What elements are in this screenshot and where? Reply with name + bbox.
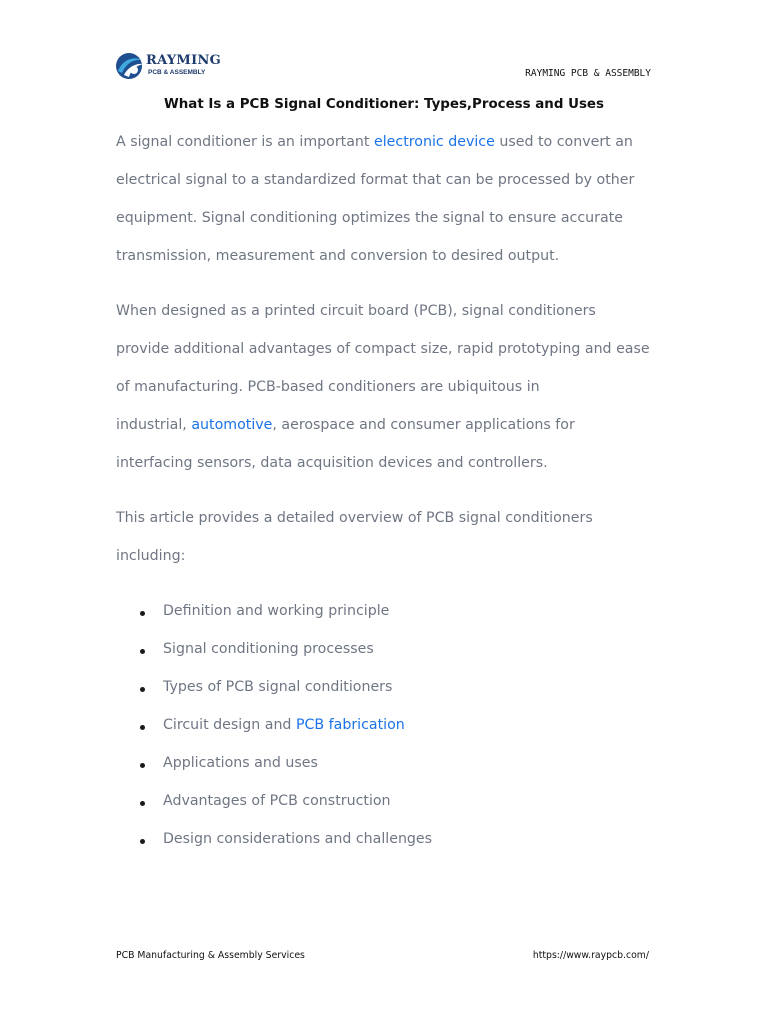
list-item-text: Types of PCB signal conditioners — [163, 679, 393, 695]
paragraph-line: of manufacturing. PCB-based conditioners are ubiquitous in — [116, 379, 540, 395]
bullet-dot-icon — [140, 725, 145, 730]
text-segment: A signal conditioner is an important — [116, 134, 375, 150]
bullet-dot-icon — [140, 611, 145, 616]
paragraph-line: When designed as a printed circuit board (PCB), signal conditioners — [116, 303, 596, 319]
paragraph-line — [116, 417, 575, 433]
list-item-text: Design considerations and challenges — [163, 831, 433, 847]
paragraph-line: interfacing sensors, data acquisition devices and controllers. — [116, 455, 548, 471]
bullet-dot-icon — [140, 801, 145, 806]
swoosh-logo-icon — [114, 51, 144, 81]
bullet-dot-icon — [140, 649, 145, 654]
logo-subtitle: PCB & ASSEMBLY — [148, 69, 206, 76]
automotive-link[interactable]: automotive — [191, 417, 273, 433]
paragraph-line: This article provides a detailed overview of PCB signal conditioners — [116, 510, 593, 526]
paragraph-line — [116, 134, 633, 150]
text-segment: Circuit design and — [163, 717, 296, 733]
header-company-name: RAYMING PCB & ASSEMBLY — [525, 68, 651, 79]
paragraph-line: equipment. Signal conditioning optimizes the signal to ensure accurate — [116, 210, 623, 226]
text-segment: industrial, — [116, 417, 192, 433]
bullet-dot-icon — [140, 687, 145, 692]
pcb-fabrication-link[interactable]: PCB fabrication — [295, 717, 405, 733]
footer-services-text: PCB Manufacturing & Assembly Services — [116, 950, 305, 961]
bullet-dot-icon — [140, 763, 145, 768]
footer-website-link[interactable]: https://www.raypcb.com/ — [532, 950, 649, 961]
paragraph-line: provide additional advantages of compact size, rapid prototyping and ease — [116, 341, 650, 357]
document-title: What Is a PCB Signal Conditioner: Types,Process and Uses — [164, 97, 604, 112]
electronic-device-link[interactable]: electronic device — [374, 134, 495, 150]
list-item-text: Advantages of PCB construction — [163, 793, 391, 809]
paragraph-line: including: — [116, 548, 186, 564]
list-item-text — [163, 717, 405, 733]
paragraph-line: electrical signal to a standardized format that can be processed by other — [116, 172, 635, 188]
logo-name: RAYMING — [146, 53, 222, 68]
bullet-dot-icon — [140, 839, 145, 844]
list-item-text: Applications and uses — [163, 755, 318, 771]
paragraph-line: transmission, measurement and conversion to desired output. — [116, 248, 560, 264]
list-item-text: Definition and working principle — [163, 603, 390, 619]
rayming-logo — [114, 51, 224, 81]
text-segment: used to convert an — [494, 134, 633, 150]
text-segment: , aerospace and consumer applications for — [272, 417, 575, 433]
list-item-text: Signal conditioning processes — [163, 641, 374, 657]
